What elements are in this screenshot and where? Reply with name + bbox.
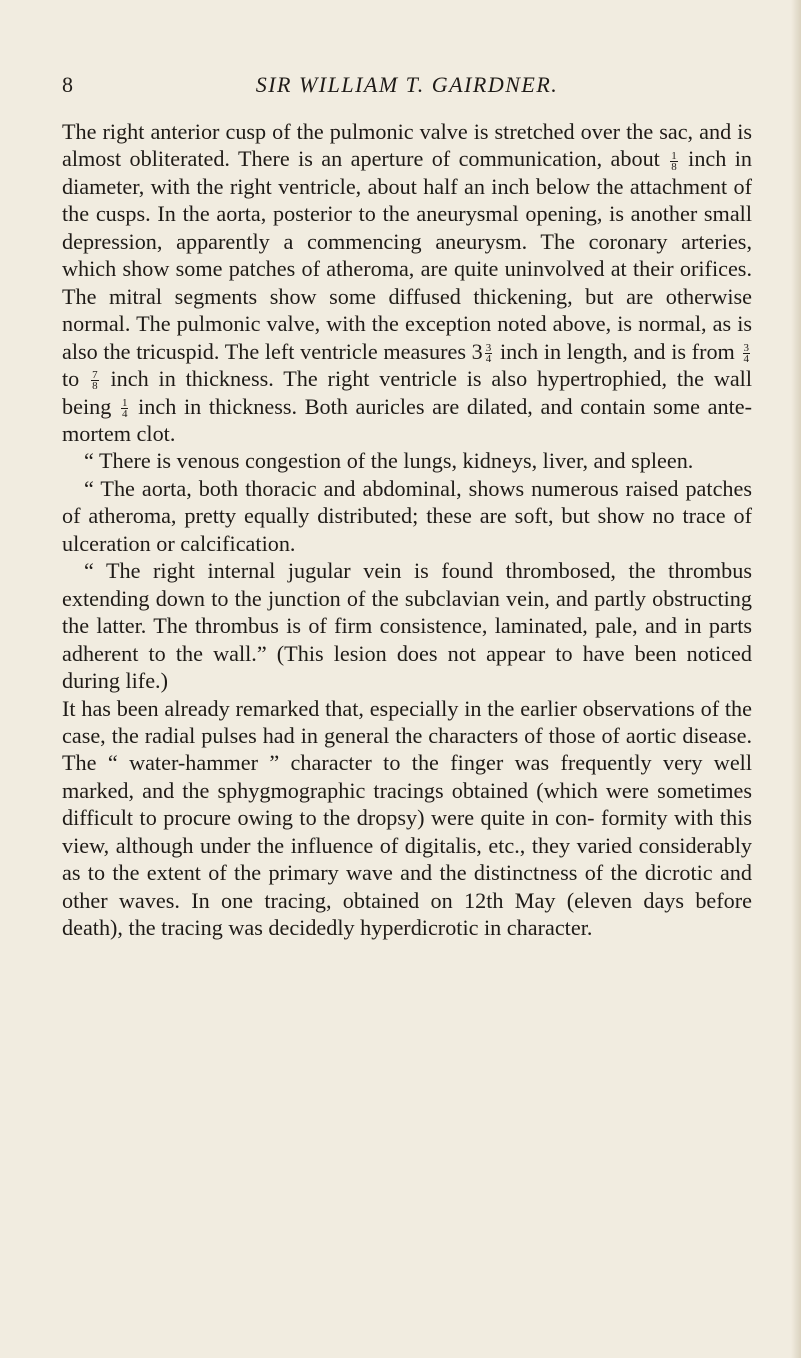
fraction xyxy=(670,151,678,172)
text-run: inch in thickness. The right ventricle is also hypertrophied, the wall being xyxy=(62,366,753,419)
fraction xyxy=(485,343,493,364)
page-header xyxy=(62,72,752,102)
text-run: to xyxy=(62,366,80,392)
text-run: inch in diameter, with the right ventricle, about half an inch below the attachment of the cusps. In the aorta, posterior to the aneurysmal opening, is another small depression, apparently a commencing aneurysm. The coronary arteries, which show some patches of atheroma, are quite uninvolved at their orifices. The mitral segments show some diffused thickening, but are otherwise normal. The pulmonic valve, with the exception noted above, is normal, as is also the tricuspid. The left ventricle measures 3 xyxy=(62,146,753,364)
paragraph-venous-congestion: “ There is venous congestion of the lungs, kidneys, liver, and spleen. xyxy=(84,448,694,474)
fraction-denominator: 8 xyxy=(671,160,677,173)
fraction-numerator: 3 xyxy=(485,342,492,355)
paragraph-pulmonic-valve xyxy=(62,118,752,447)
fraction-denominator: 4 xyxy=(485,353,492,366)
running-head: SIR WILLIAM T. GAIRDNER. xyxy=(255,72,559,97)
fraction xyxy=(743,343,751,364)
text-run: inch in length, and is from xyxy=(499,338,735,364)
fraction xyxy=(91,370,99,391)
fraction-denominator: 8 xyxy=(92,380,98,393)
paragraph-jugular-vein: “ The right internal jugular vein is found thrombosed, the thrombus extending down to the junction of the subclavian vein, and partly obstructing the latter. The thrombus is of firm consistence, laminated, pale, and in parts adherent to the wall.” (This lesion does not appear to have been noticed during life.) xyxy=(62,558,752,694)
fraction-numerator: 1 xyxy=(121,396,128,409)
fraction-numerator: 3 xyxy=(743,342,749,355)
fraction-numerator: 1 xyxy=(671,149,677,162)
fraction xyxy=(121,398,129,419)
page-number: 8 xyxy=(62,72,73,97)
paragraph-radial-pulses: It has been already remarked that, especially in the earlier observations of the case, the radial pulses had in general the characters of those of aortic disease. The “ water-hammer ” character to the finger was frequently very well marked, and the sphygmographic tracings obtained (which were sometimes difficult to procure owing to the dropsy) were quite in con- formity with this view, although under the influence of digitalis, etc., they varied considerably as to the extent of the primary wave and the distinctness of the dicrotic and other waves. In one tracing, obtained on 12th May (eleven days before death), the tracing was decidedly hyperdicrotic in character. xyxy=(62,695,752,941)
paragraph-aorta: “ The aorta, both thoracic and abdominal, shows numerous raised patches of atheroma, pretty equally distributed; these are soft, but show no trace of ulceration or calcification. xyxy=(62,475,752,556)
page-edge-shadow xyxy=(791,0,801,1358)
fraction-denominator: 4 xyxy=(121,407,128,420)
text-run: inch in thickness. Both auricles are dilated, and contain some ante-mortem clot. xyxy=(62,393,753,446)
fraction-denominator: 4 xyxy=(743,353,749,366)
fraction-numerator: 7 xyxy=(92,369,98,382)
text-run: The right anterior cusp of the pulmonic valve is stretched over the sac, and is almost obliterated. There is an aperture of communication, about xyxy=(62,119,752,172)
body-text xyxy=(62,118,752,942)
